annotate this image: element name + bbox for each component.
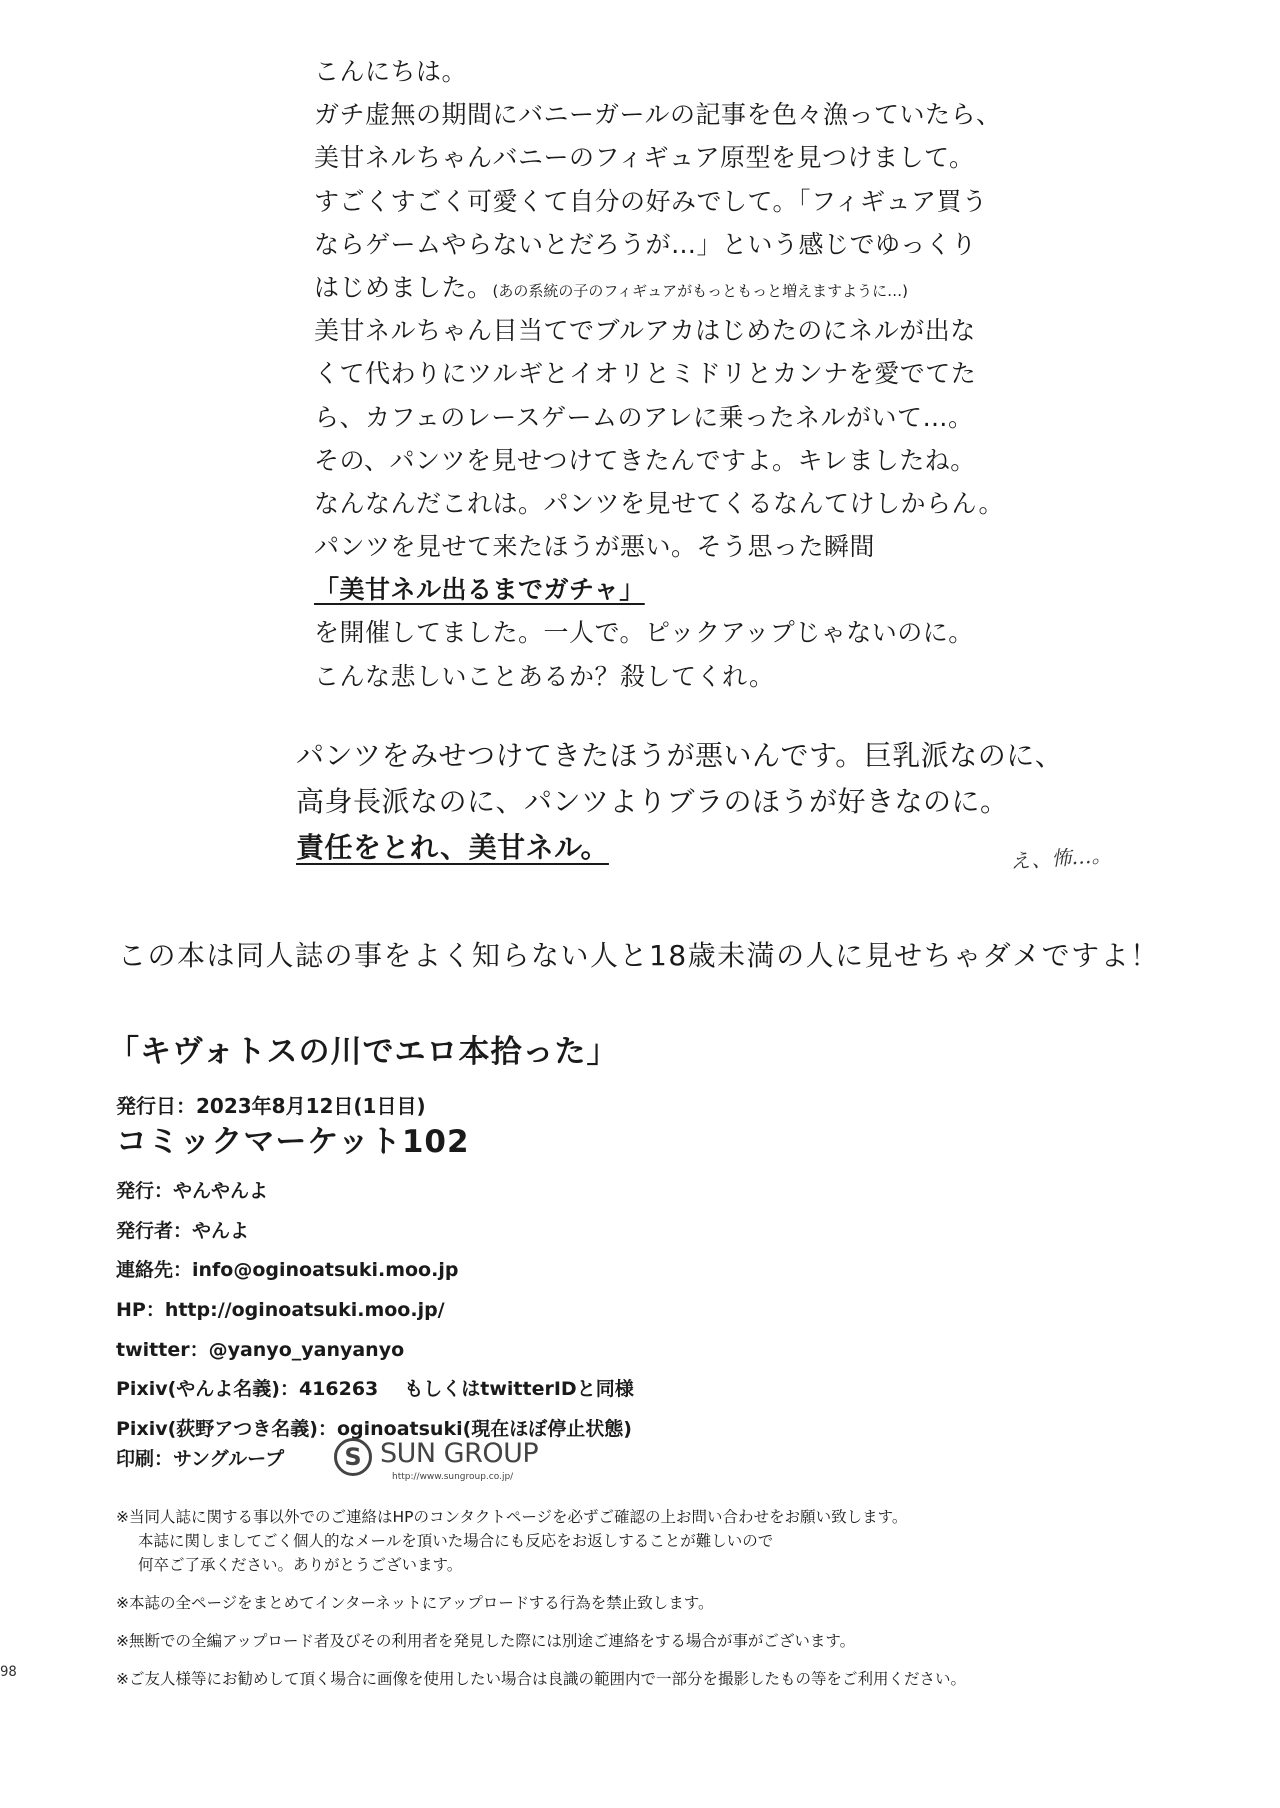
closing-line: 高身長派なのに、パンツよりブラのほうが好きなのに。	[296, 785, 1009, 818]
note-spacer	[116, 1577, 1176, 1591]
note-line: 何卒ご了承ください。ありがとうございます。	[138, 1556, 463, 1574]
note-line: ※ご友人様等にお勧めして頂く場合に画像を使用したい場合は良識の範囲内で一部分を撮影したもの等をご利用ください。	[116, 1670, 966, 1688]
sun-group-logo-url: http://www.sungroup.co.jp/	[392, 1472, 514, 1482]
printer-label: 印刷：サングループ	[116, 1448, 285, 1470]
note-line: 本誌に関しましてごく個人的なメールを頂いた場合にも反応をお返しすることが難しいので	[138, 1532, 774, 1550]
closing-line: パンツをみせつけてきたほうが悪いんです。巨乳派なのに、	[296, 739, 1064, 772]
age-warning: この本は同人誌の事をよく知らない人と18歳未満の人に見せちゃダメですよ！	[118, 939, 1160, 972]
sun-group-logo-icon: S	[334, 1438, 372, 1476]
note-line: ※無断での全編アップロード者及びその利用者を発見した際には別途ご連絡をする場合が事がございます。	[116, 1632, 856, 1650]
page-number: 98	[0, 1664, 17, 1680]
afterword-line: 美甘ネルちゃん目当てでブルアカはじめたのにネルが出な	[314, 316, 976, 346]
publication-info	[116, 1172, 634, 1450]
afterword-line: ならゲームやらないとだろうが…」という感じでゆっくり	[314, 229, 977, 259]
contact-email[interactable]: 連絡先：info@oginoatsuki.moo.jp	[116, 1259, 459, 1282]
event-name: コミックマーケット102	[116, 1124, 470, 1160]
sun-group-logo	[334, 1436, 574, 1486]
afterword-line: なんなんだこれは。パンツを見せてくるなんてけしからん。	[314, 488, 1005, 518]
notes	[116, 1505, 1176, 1691]
closing-emphasis: 責任をとれ、美甘ネル。	[296, 831, 609, 864]
afterword-line: くて代わりにツルギとイオリとミドリとカンナを愛でてた	[314, 359, 977, 389]
pixiv-yanyo-note: もしくはtwitterIDと同様	[404, 1378, 634, 1401]
afterword-line-with-aside	[314, 266, 1074, 309]
pixiv-ogino-row: Pixiv(荻野アつき名義)：oginoatsuki(現在ほぼ停止状態)	[116, 1418, 632, 1441]
book-title: 「キヴォトスの川でエロ本拾った」	[108, 1034, 619, 1070]
sun-group-logo-text: SUN GROUP	[380, 1438, 539, 1469]
homepage-link[interactable]: HP：http://oginoatsuki.moo.jp/	[116, 1299, 445, 1322]
publication-date: 発行日：2023年8月12日(1日目)	[116, 1094, 426, 1118]
gacha-emphasis: 「美甘ネル出るまでガチャ」	[314, 575, 645, 605]
afterword-line: パンツを見せて来たほうが悪い。そう思った瞬間	[314, 532, 876, 562]
afterword-aside: (あの系統の子のフィギュアがもっともっと増えますように…)	[492, 281, 909, 300]
afterword-emphasis-line	[314, 568, 1074, 611]
publisher-row: 発行：やんやんよ	[116, 1180, 269, 1202]
pixiv-yanyo-row	[116, 1370, 634, 1410]
afterword	[314, 50, 1074, 698]
author-row: 発行者：やんよ	[116, 1219, 250, 1242]
afterword-line: こんな悲しいことあるか？殺してくれ。	[314, 661, 775, 691]
closing-emphasis-line	[296, 825, 1116, 871]
afterword-line: ら、カフェのレースゲームのアレに乗ったネルがいて…。	[314, 402, 974, 432]
note-line: ※本誌の全ページをまとめてインターネットにアップロードする行為を禁止致します。	[116, 1594, 714, 1612]
handwritten-note: え、怖…。	[1009, 842, 1113, 874]
afterword-line: 美甘ネルちゃんバニーのフィギュア原型を見つけまして。	[314, 143, 975, 173]
note-line: ※当同人誌に関する事以外でのご連絡はHPのコンタクトページを必ずご確認の上お問い合わせをお願い致します。	[116, 1508, 908, 1526]
afterword-line: すごくすごく可愛くて自分の好みでして。「フィギュア買う	[314, 186, 988, 216]
pixiv-yanyo-id: Pixiv(やんよ名義)：416263	[116, 1378, 379, 1401]
afterword-line: を開催してました。一人で。ピックアップじゃないのに。	[314, 618, 974, 648]
afterword-line: その、パンツを見せつけてきたんですよ。キレましたね。	[314, 445, 976, 475]
afterword-line: こんにちは。	[314, 57, 468, 86]
twitter-handle[interactable]: twitter：@yanyo_yanyanyo	[116, 1338, 405, 1361]
closing-statement	[296, 733, 1116, 871]
afterword-line: はじめました。	[314, 272, 493, 302]
afterword-line: ガチ虚無の期間にバニーガールの記事を色々漁っていたら、	[314, 100, 1002, 130]
